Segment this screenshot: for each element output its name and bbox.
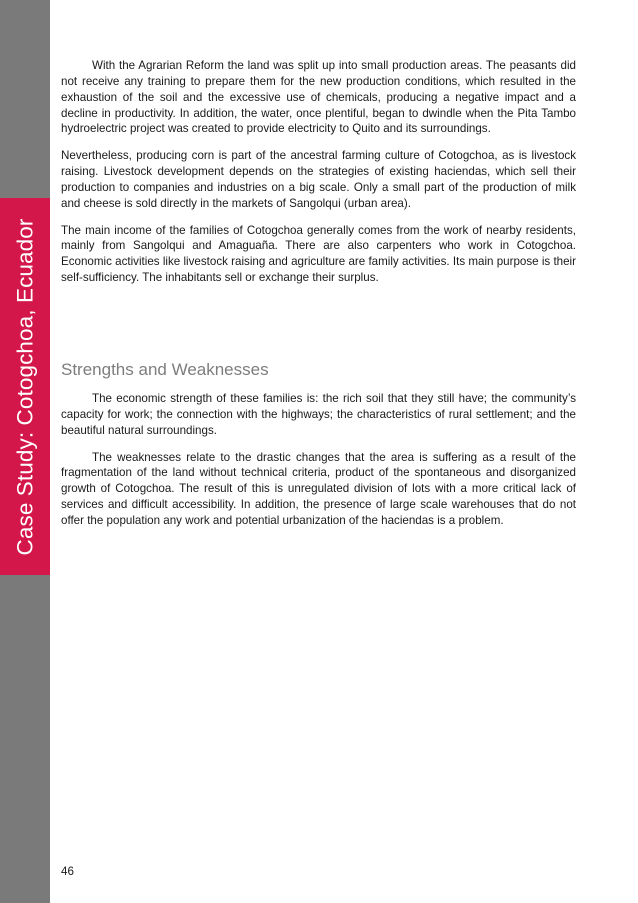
paragraph-strengths: The economic strength of these families is: the rich soil that they still have; the community’s capacity for work; the connection with the highways; the characteristics of rural settlement; and the beautiful natural surroundings.	[61, 391, 576, 437]
paragraph-agrarian-reform: With the Agrarian Reform the land was split up into small production areas. The peasants did not receive any training to prepare them for the new production conditions, which resulted in the exhaustion of the soil and the excessive use of chemicals, producing a negative impact and a decline in productivity. In addition, the water, once plentiful, began to dwindle when the Pita Tambo hydroelectric project was created to provide electricity to Quito and its surroundings.	[61, 59, 576, 136]
page-number: 46	[61, 865, 74, 878]
sidebar-chapter-title: Case Study: Cotogchoa, Ecuador	[12, 218, 38, 555]
paragraph-corn-livestock: Nevertheless, producing corn is part of the ancestral farming culture of Cotogchoa, as is livestock raising. Livestock development depends on the strategies of existing haciendas, which sell their production to companies and industries on a big scale. Only a small part of the production of milk and cheese is sold directly in the markets of Sangolqui (urban area).	[61, 149, 576, 210]
paragraph-weaknesses: The weaknesses relate to the drastic changes that the area is suffering as a result of the fragmentation of the land without technical criteria, product of the spontaneous and disorganized growth of Cotogchoa. The result of this is unregulated division of lots with a more critical lack of services and difficult accessibility. In addition, the presence of large scale warehouses that do not offer the population any work and potential urbanization of the haciendas is a problem.	[61, 450, 576, 527]
section-heading-strengths-weaknesses: Strengths and Weaknesses	[61, 359, 269, 379]
page-body	[61, 58, 576, 540]
paragraph-main-income: The main income of the families of Cotogchoa generally comes from the work of nearby residents, mainly from Sangolqui and Amaguaña. There are also carpenters who work in Cotogchoa. Economic activities like livestock raising and agriculture are family activities. Its main purpose is their self-sufficiency. The inhabitants sell or exchange their surplus.	[61, 223, 576, 285]
sidebar-chapter-tab	[0, 198, 50, 575]
